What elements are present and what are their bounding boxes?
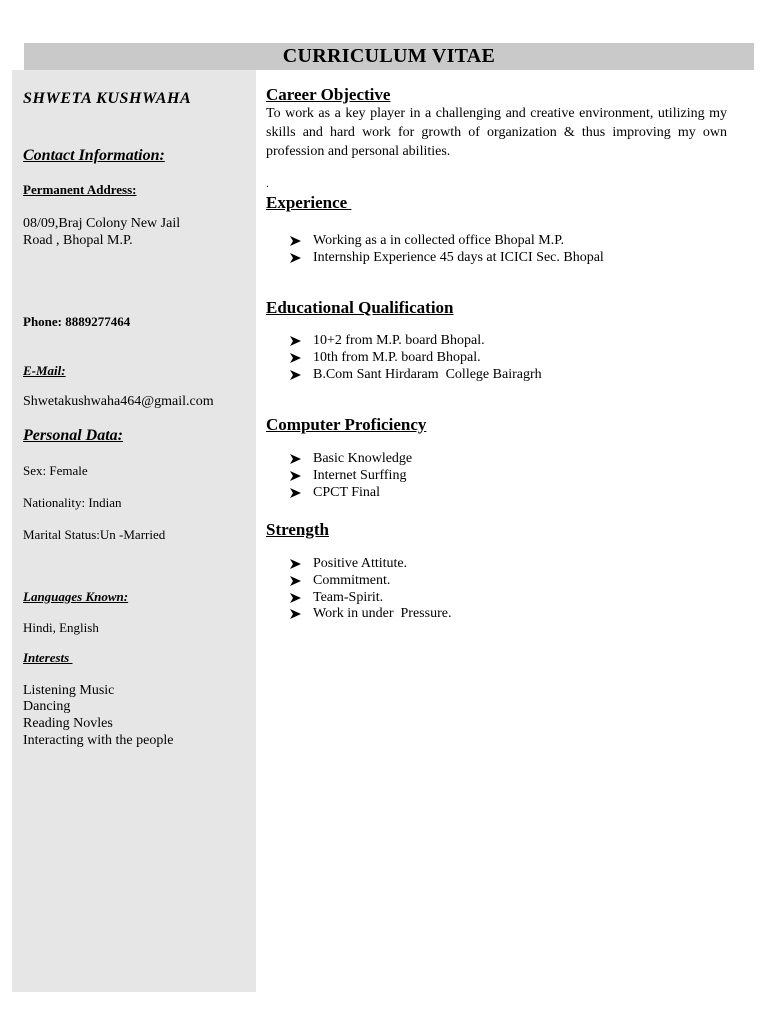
email-label: E-Mail: [23, 363, 66, 378]
list-item [290, 451, 412, 468]
list-item-text: Basic Knowledge [313, 451, 413, 466]
sex-value: Sex: Female [23, 463, 88, 478]
list-item [290, 556, 451, 573]
computer-proficiency-heading: Computer Proficiency [266, 415, 427, 434]
marital-status-value: Marital Status:Un -Married [23, 527, 166, 542]
list-item-text: Internet Surffing [313, 467, 407, 483]
contact-heading: Contact Information: [23, 147, 165, 164]
list-item [290, 233, 604, 250]
list-item [290, 485, 412, 502]
list-item-text: Work in under Pressure. [313, 606, 452, 622]
list-item [290, 606, 451, 623]
list-item-text: Team-Spirit. [313, 589, 384, 605]
document-title: CURRICULUM VITAE [24, 43, 754, 70]
list-item [290, 573, 451, 590]
phone-number: Phone: 8889277464 [23, 314, 131, 329]
arrow-bullet-icon [290, 609, 301, 619]
career-objective-heading: Career Objective [266, 85, 391, 104]
list-item-text: 10+2 from M.P. board Bhopal. [313, 333, 485, 348]
list-item [290, 468, 412, 485]
list-item [290, 250, 604, 267]
address-label: Permanent Address: [23, 182, 137, 197]
address-line-2: Road , Bhopal M.P. [23, 233, 133, 248]
list-item-text: CPCT Final [313, 484, 381, 500]
arrow-bullet-icon [290, 336, 301, 346]
experience-list [290, 233, 604, 267]
languages-value: Hindi, English [23, 620, 99, 635]
arrow-bullet-icon [290, 576, 301, 586]
candidate-name: SHWETA KUSHWAHA [23, 90, 192, 107]
arrow-bullet-icon [290, 559, 301, 569]
education-list [290, 333, 542, 383]
interest-item: Reading Novles [23, 716, 113, 731]
interest-item: Listening Music [23, 683, 115, 698]
interests-label: Interests [23, 650, 73, 665]
list-item-text: 10th from M.P. board Bhopal. [313, 349, 481, 365]
strength-heading: Strength [266, 520, 329, 539]
list-item-text: Working as a in collected office Bhopal M.P. [313, 233, 564, 248]
arrow-bullet-icon [290, 454, 301, 464]
experience-heading: Experience [266, 193, 352, 212]
arrow-bullet-icon [290, 253, 301, 263]
arrow-bullet-icon [290, 353, 301, 363]
strength-list [290, 556, 451, 623]
list-item-text: Positive Attitute. [313, 556, 408, 571]
nationality-value: Nationality: Indian [23, 495, 122, 510]
education-heading: Educational Qualification [266, 298, 454, 317]
list-item-text: B.Com Sant Hirdaram College Bairagrh [313, 366, 542, 382]
interest-item: Interacting with the people [23, 733, 174, 748]
list-item-text: Commitment. [313, 572, 391, 588]
career-objective-text: To work as a key player in a challenging and creative environment, utilizing my skills and hard work for growth of organization & thus improving my own profession and personal abilities. [266, 106, 727, 159]
list-item [290, 367, 542, 384]
personal-data-heading: Personal Data: [23, 427, 123, 444]
arrow-bullet-icon [290, 370, 301, 380]
list-item-text: Internship Experience 45 days at ICICI Sec. Bhopal [313, 249, 604, 265]
arrow-bullet-icon [290, 236, 301, 246]
list-item [290, 350, 542, 367]
arrow-bullet-icon [290, 488, 301, 498]
languages-label: Languages Known: [23, 589, 129, 604]
address-line-1: 08/09,Braj Colony New Jail [23, 216, 181, 231]
stray-dot: . [266, 176, 269, 190]
computer-proficiency-list [290, 451, 412, 501]
list-item [290, 333, 542, 350]
email-address: Shwetakushwaha464@gmail.com [23, 394, 214, 409]
interest-item: Dancing [23, 699, 71, 714]
list-item [290, 590, 451, 607]
arrow-bullet-icon [290, 593, 301, 603]
arrow-bullet-icon [290, 471, 301, 481]
